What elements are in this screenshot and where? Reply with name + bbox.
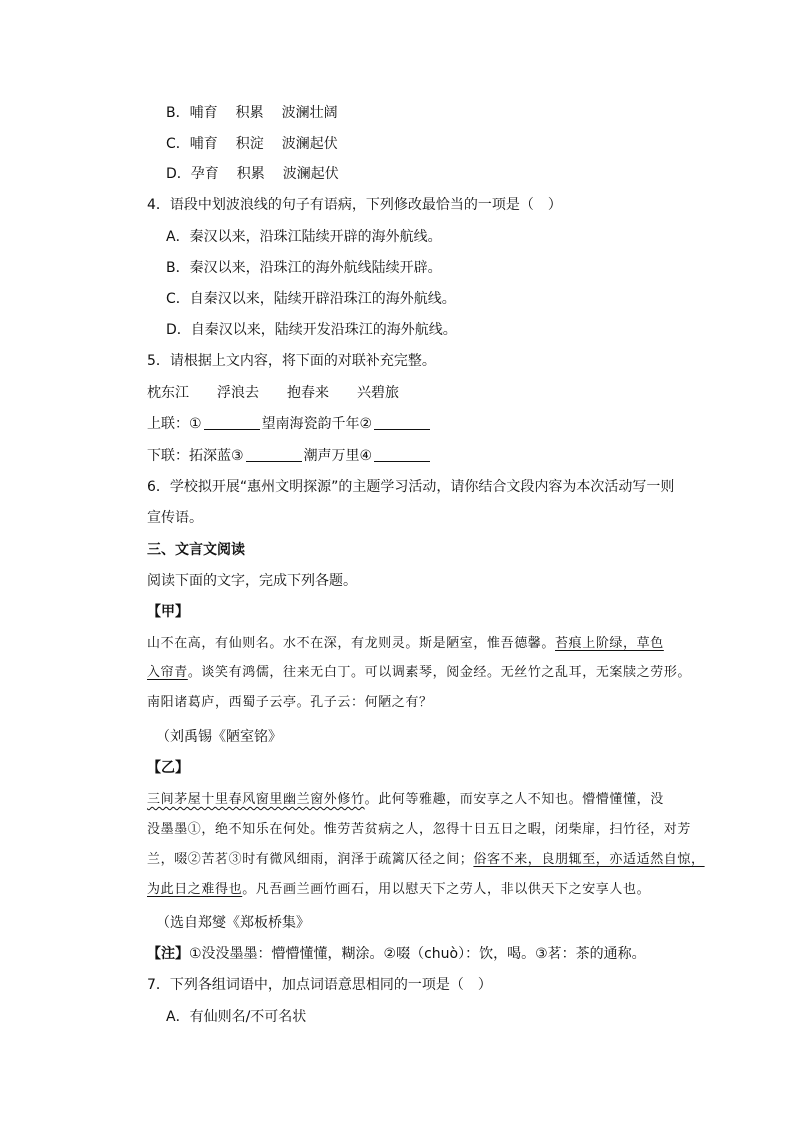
q6-line-2: 宣传语。 — [147, 510, 203, 526]
q7-stem: 7．下列各组词语中，加点词语意思相同的一项是（ ） — [147, 977, 492, 993]
yi-line-2: 没墨墨①，绝不知乐在何处。惟劳苦贫病之人，忽得十日五日之暇，闭柴扉，扫竹径，对芳 — [147, 822, 692, 837]
q5-choices: 枕东江 浮浪去 抱春来 兴碧旅 — [147, 385, 399, 401]
blank-3[interactable] — [246, 447, 302, 462]
q6-line-1: 6．学校拟开展“惠州文明探源”的主题学习活动，请你结合文段内容为本次活动写一则 — [147, 479, 675, 495]
blank-1[interactable] — [204, 415, 260, 430]
yi-line-4: 为此日之难得也。凡吾画兰画竹画石，用以慰天下之劳人，非以供天下之安享人也。 — [147, 882, 651, 897]
footnote: 【注】①没没墨墨：懵懵懂懂，糊涂。②啜（chuò）：饮，喝。③茗：茶的通称。 — [147, 946, 646, 962]
passage-jia-label: 【甲】 — [147, 604, 189, 620]
couplet-upper: 上联：① 望南海瓷韵千年② — [147, 414, 432, 434]
q4-option-b: B．秦汉以来，沿珠江的海外航线陆续开辟。 — [166, 260, 442, 276]
blank-2[interactable] — [374, 415, 430, 430]
passage-yi-label: 【乙】 — [147, 760, 189, 776]
q4-option-d: D．自秦汉以来，陆续开发沿珠江的海外航线。 — [166, 322, 457, 338]
yi-line-1: 三间茅屋十里春风窗里幽兰窗外修竹。此何等雅趣，而安享之人不知也。懵懵懂懂，没 — [147, 792, 664, 807]
q3-option-c: C．哺育 积淀 波澜起伏 — [166, 136, 338, 152]
section-heading: 三、文言文阅读 — [147, 542, 245, 558]
q4-option-c: C．自秦汉以来，陆续开辟沿珠江的海外航线。 — [166, 291, 456, 307]
q4-option-a: A．秦汉以来，沿珠江陆续开辟的海外航线。 — [166, 229, 442, 245]
couplet-lower: 下联：拓深蓝③ 潮声万里④ — [147, 446, 432, 466]
jia-line-2: 入帘青。谈笑有鸿儒，往来无白丁。可以调素琴，阅金经。无丝竹之乱耳，无案牍之劳形。 — [147, 665, 692, 680]
yi-line-3: 兰，啜②苦茗③时有微风细雨，润泽于疏篱仄径之间；俗客不来，良朋辄至，亦适适然自惊， — [147, 852, 705, 867]
yi-source: （选自郑燮《郑板桥集》 — [156, 915, 310, 931]
blank-4[interactable] — [374, 447, 430, 462]
section-intro: 阅读下面的文字，完成下列各题。 — [147, 573, 357, 589]
jia-line-3: 南阳诸葛庐，西蜀子云亭。孔子云：何陋之有？ — [147, 695, 433, 710]
q3-option-b: B．哺育 积累 波澜壮阔 — [166, 105, 338, 121]
q3-option-d: D．孕育 积累 波澜起伏 — [166, 166, 339, 182]
jia-line-1: 山不在高，有仙则名。水不在深，有龙则灵。斯是陋室，惟吾德馨。苔痕上阶绿，草色 — [147, 636, 664, 651]
q5-stem: 5．请根据上文内容，将下面的对联补充完整。 — [147, 353, 436, 369]
jia-source: （刘禹锡《陋室铭》 — [156, 729, 282, 745]
q7-option-a: A．有仙则名/不可名状 — [166, 1009, 307, 1025]
q4-stem: 4．语段中划波浪线的句子有语病，下列修改最恰当的一项是（ ） — [147, 197, 562, 213]
